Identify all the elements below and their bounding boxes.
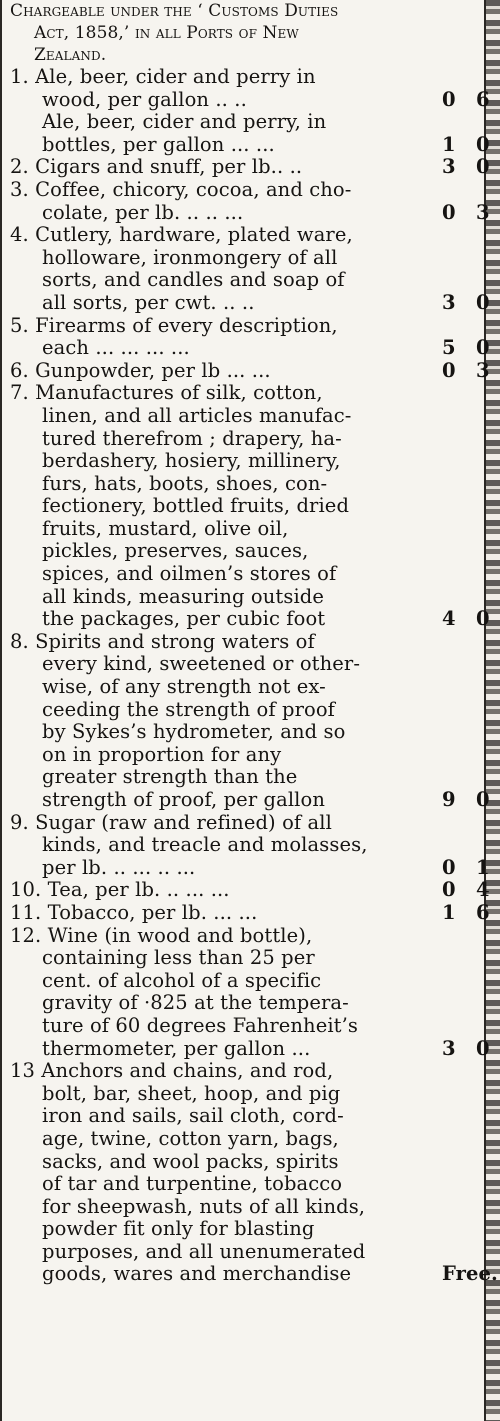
item-line-text: 13 Anchors and chains, and rod, bbox=[10, 1059, 334, 1083]
item-line-text: 1. Ale, beer, cider and perry in bbox=[10, 65, 316, 88]
item-line-text: greater strength than the bbox=[42, 765, 298, 789]
item-line-text: 7. Manufactures of silk, cotton, bbox=[10, 381, 323, 405]
duty-amount bbox=[442, 156, 500, 179]
item-line bbox=[10, 179, 480, 202]
item-line bbox=[42, 855, 490, 880]
item-line bbox=[42, 744, 480, 767]
item-line-text: colate, per lb. .. .. ... bbox=[42, 200, 244, 224]
tariff-item bbox=[10, 900, 490, 925]
duty-amount bbox=[442, 1038, 500, 1061]
item-line bbox=[42, 992, 480, 1015]
item-line-text: furs, hats, boots, shoes, con- bbox=[42, 471, 328, 495]
item-line-text: Ale, beer, cider and perry, in bbox=[42, 110, 327, 134]
tariff-heading bbox=[10, 0, 480, 66]
item-line bbox=[42, 1241, 480, 1264]
duty-pence: 3 bbox=[476, 200, 490, 224]
item-line bbox=[42, 247, 480, 270]
item-line bbox=[42, 428, 480, 451]
item-line bbox=[42, 87, 490, 112]
tariff-items bbox=[10, 65, 498, 1286]
item-line bbox=[10, 900, 490, 925]
item-line bbox=[42, 1036, 490, 1061]
tariff-item bbox=[10, 155, 490, 179]
item-line bbox=[42, 607, 490, 631]
item-line bbox=[42, 132, 490, 157]
duty-shillings: 4 bbox=[442, 607, 456, 631]
item-line-text: cent. of alcohol of a specific bbox=[42, 968, 322, 992]
duty-shillings: 5 bbox=[442, 336, 456, 360]
duty-amount bbox=[442, 902, 500, 925]
duty-amount bbox=[442, 1263, 500, 1286]
item-line bbox=[42, 495, 480, 518]
item-line bbox=[42, 1128, 480, 1151]
item-line bbox=[42, 586, 480, 609]
item-line-text: 9. Sugar (raw and refined) of all bbox=[10, 810, 332, 834]
tariff-item bbox=[10, 65, 490, 156]
duty-shillings: Free. bbox=[442, 1262, 498, 1286]
item-line-text: wood, per gallon .. .. bbox=[42, 87, 247, 111]
item-line bbox=[42, 269, 480, 292]
item-line bbox=[42, 1015, 480, 1038]
heading-line: Chargeable under the ‘ Customs Duties bbox=[10, 1, 339, 21]
item-line bbox=[42, 766, 480, 789]
tariff-item bbox=[10, 313, 490, 360]
item-line bbox=[42, 111, 480, 134]
duty-pence: 3 bbox=[476, 358, 490, 382]
item-line bbox=[10, 812, 480, 835]
item-line-text: thermometer, per gallon ... bbox=[42, 1036, 311, 1060]
item-line bbox=[10, 155, 490, 179]
left-column-rule bbox=[0, 0, 2, 1421]
duty-amount bbox=[442, 857, 500, 880]
tariff-column bbox=[10, 0, 498, 1286]
duty-pence: 6 bbox=[476, 900, 490, 924]
item-line-text: age, twine, cotton yarn, bags, bbox=[42, 1126, 339, 1150]
duty-amount bbox=[442, 879, 500, 902]
item-line-text: per lb. .. ... .. ... bbox=[42, 855, 196, 879]
item-line bbox=[42, 540, 480, 563]
duty-amount bbox=[442, 360, 500, 383]
item-line-text: of tar and turpentine, tobacco bbox=[42, 1172, 343, 1196]
item-line-text: 8. Spirits and strong waters of bbox=[10, 629, 315, 653]
item-line-text: purposes, and all unenumerated bbox=[42, 1239, 366, 1263]
tariff-item bbox=[10, 878, 490, 902]
item-line bbox=[10, 315, 480, 338]
item-line bbox=[42, 1083, 480, 1106]
item-line-text: goods, wares and merchandise bbox=[42, 1262, 352, 1286]
item-line bbox=[42, 834, 480, 857]
item-line bbox=[42, 563, 480, 586]
tariff-item bbox=[10, 223, 490, 314]
duty-shillings: 0 bbox=[442, 878, 456, 902]
item-line-text: linen, and all articles manufac- bbox=[42, 403, 352, 427]
item-line-text: 4. Cutlery, hardware, plated ware, bbox=[10, 223, 353, 247]
item-line-text: sorts, and candles and soap of bbox=[42, 268, 345, 292]
item-line bbox=[42, 1151, 480, 1174]
item-line-text: the packages, per cubic foot bbox=[42, 607, 326, 631]
duty-amount bbox=[442, 608, 500, 631]
item-line-text: on in proportion for any bbox=[42, 742, 282, 766]
item-line-text: kinds, and treacle and molasses, bbox=[42, 833, 368, 857]
duty-amount bbox=[442, 789, 500, 812]
item-line-text: fectionery, bottled fruits, dried bbox=[42, 494, 350, 518]
item-line bbox=[42, 676, 480, 699]
duty-amount bbox=[442, 292, 500, 315]
duty-pence: 0 bbox=[476, 607, 490, 631]
heading-line: Act, 1858,’ in all Ports of New bbox=[34, 23, 299, 43]
duty-pence: 0 bbox=[476, 1036, 490, 1060]
item-line bbox=[42, 200, 490, 225]
tariff-item bbox=[10, 810, 490, 880]
duty-amount bbox=[442, 134, 500, 157]
tariff-item bbox=[10, 1059, 498, 1286]
duty-shillings: 0 bbox=[442, 200, 456, 224]
item-line-text: fruits, mustard, olive oil, bbox=[42, 516, 289, 540]
item-line-text: berdashery, hosiery, millinery, bbox=[42, 449, 341, 473]
item-line bbox=[42, 405, 480, 428]
item-line-text: every kind, sweetened or other- bbox=[42, 652, 361, 676]
item-line-text: iron and sails, sail cloth, cord- bbox=[42, 1104, 344, 1128]
item-line-text: 3. Coffee, chicory, cocoa, and cho- bbox=[10, 177, 352, 201]
duty-shillings: 3 bbox=[442, 155, 456, 179]
item-line-text: spices, and oilmen’s stores of bbox=[42, 562, 337, 586]
item-line-text: ceeding the strength of proof bbox=[42, 697, 335, 721]
item-line-text: strength of proof, per gallon bbox=[42, 788, 326, 811]
item-line bbox=[42, 1262, 498, 1286]
item-line bbox=[10, 631, 480, 654]
item-line-text: each ... ... ... ... bbox=[42, 336, 190, 360]
tariff-item bbox=[10, 358, 490, 383]
duty-pence: 0 bbox=[476, 788, 490, 811]
item-line-text: 10. Tea, per lb. .. ... ... bbox=[10, 878, 230, 902]
item-line-text: 12. Wine (in wood and bottle), bbox=[10, 923, 313, 947]
item-line-text: bolt, bar, sheet, hoop, and pig bbox=[42, 1081, 341, 1105]
tariff-item bbox=[10, 381, 490, 631]
duty-pence: 1 bbox=[476, 855, 490, 879]
duty-shillings: 0 bbox=[442, 87, 456, 111]
duty-pence: 0 bbox=[476, 132, 490, 156]
item-line bbox=[10, 224, 480, 247]
item-line-text: 11. Tobacco, per lb. ... ... bbox=[10, 900, 258, 924]
item-line-text: by Sykes’s hydrometer, and so bbox=[42, 720, 346, 744]
item-line bbox=[42, 653, 480, 676]
duty-amount bbox=[442, 337, 500, 360]
item-line bbox=[10, 358, 490, 383]
item-line-text: 2. Cigars and snuff, per lb.. .. bbox=[10, 155, 303, 179]
item-line bbox=[42, 699, 480, 722]
item-line bbox=[42, 450, 480, 473]
duty-pence: 6 bbox=[476, 87, 490, 111]
duty-shillings: 1 bbox=[442, 132, 456, 156]
duty-shillings: 0 bbox=[442, 855, 456, 879]
item-line bbox=[10, 382, 480, 405]
duty-pence: 4 bbox=[476, 878, 490, 902]
item-line bbox=[42, 721, 480, 744]
duty-shillings: 3 bbox=[442, 290, 456, 314]
duty-pence: 0 bbox=[476, 290, 490, 314]
item-line-text: all kinds, measuring outside bbox=[42, 584, 325, 608]
duty-amount bbox=[442, 202, 500, 225]
item-line-text: all sorts, per cwt. .. .. bbox=[42, 290, 255, 314]
item-line bbox=[42, 336, 490, 360]
item-line bbox=[42, 947, 480, 970]
duty-shillings: 9 bbox=[442, 788, 456, 811]
item-line bbox=[42, 788, 490, 812]
duty-shillings: 1 bbox=[442, 900, 456, 924]
duty-shillings: 0 bbox=[442, 358, 456, 382]
duty-amount bbox=[442, 89, 500, 112]
item-line bbox=[42, 970, 480, 993]
tariff-item bbox=[10, 177, 490, 224]
item-line-text: gravity of ·825 at the tempera- bbox=[42, 991, 349, 1015]
item-line-text: ture of 60 degrees Fahrenheit’s bbox=[42, 1013, 359, 1037]
item-line-text: 5. Firearms of every description, bbox=[10, 313, 338, 337]
item-line bbox=[42, 1218, 480, 1241]
item-line bbox=[10, 878, 490, 902]
item-line-text: bottles, per gallon ... ... bbox=[42, 132, 275, 156]
item-line bbox=[42, 1105, 480, 1128]
item-line-text: powder fit only for blasting bbox=[42, 1217, 315, 1241]
item-line bbox=[10, 1060, 480, 1083]
item-line-text: pickles, preserves, sauces, bbox=[42, 539, 309, 563]
duty-pence: 0 bbox=[476, 155, 490, 179]
item-line bbox=[42, 290, 490, 315]
duty-pence: 0 bbox=[476, 336, 490, 360]
item-line-text: holloware, ironmongery of all bbox=[42, 245, 338, 269]
item-line-text: containing less than 25 per bbox=[42, 946, 315, 970]
item-line bbox=[42, 473, 480, 496]
item-line bbox=[42, 1196, 480, 1219]
item-line-text: for sheepwash, nuts of all kinds, bbox=[42, 1194, 366, 1218]
heading-line: Zealand. bbox=[34, 45, 107, 65]
tariff-item bbox=[10, 923, 490, 1061]
item-line-text: tured therefrom ; drapery, ha- bbox=[42, 426, 342, 450]
item-line-text: sacks, and wool packs, spirits bbox=[42, 1149, 339, 1173]
item-line bbox=[10, 66, 480, 89]
item-line-text: wise, of any strength not ex- bbox=[42, 675, 326, 699]
duty-shillings: 3 bbox=[442, 1036, 456, 1060]
item-line bbox=[42, 1173, 480, 1196]
item-line-text: 6. Gunpowder, per lb ... ... bbox=[10, 358, 271, 382]
item-line bbox=[10, 925, 480, 948]
tariff-item bbox=[10, 629, 490, 812]
item-line bbox=[42, 518, 480, 541]
